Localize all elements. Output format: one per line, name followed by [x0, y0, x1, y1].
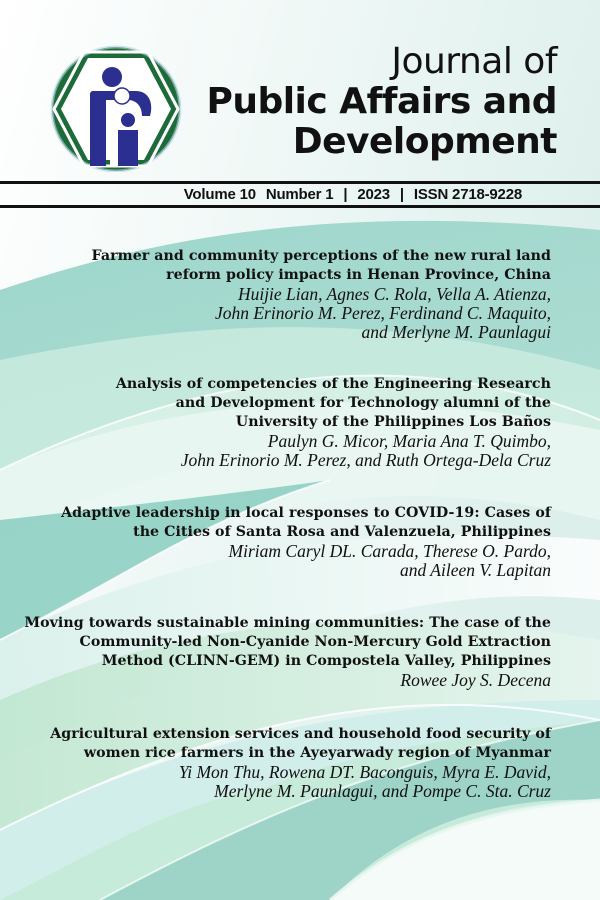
logo-adult-head	[102, 67, 122, 87]
article-entry[interactable]	[61, 504, 551, 580]
article-authors-line: Rowee Joy S. Decena	[400, 670, 551, 690]
issue-info	[184, 184, 522, 205]
article-title-line: and Development for Technology alumni of the	[175, 395, 551, 411]
article-authors-line: Yi Mon Thu, Rowena DT. Baconguis, Myra E. David,	[178, 762, 551, 782]
article-title-line: Agricultural extension services and household food security of	[50, 726, 551, 742]
number-label: Number 1	[265, 186, 334, 203]
article-title-line: Adaptive leadership in local responses to COVID-19: Cases of	[61, 505, 551, 521]
article-authors-line: Paulyn G. Micor, Maria Ana T. Quimbo,	[267, 431, 551, 451]
article-authors-line: Merlyne M. Paunlagui, and Pompe C. Sta. Cruz	[214, 781, 551, 801]
article-title-line: Method (CLINN-GEM) in Compostela Valley, Philippines	[101, 653, 551, 669]
article-authors-line: John Erinorio M. Perez, Ferdinand C. Maquito,	[214, 303, 551, 323]
article-title-line: reform policy impacts in Henan Province, China	[166, 267, 551, 283]
logo-child-body	[118, 130, 138, 166]
article-authors-line: and Merlyne M. Paunlagui	[361, 322, 551, 342]
article-title-line: Farmer and community perceptions of the new rural land	[91, 248, 551, 264]
journal-logo-icon	[50, 44, 186, 172]
volume-label: Volume 10	[183, 186, 256, 203]
separator: |	[399, 186, 404, 203]
bottom-rule	[0, 205, 600, 208]
article-title-line: Community-led Non-Cyanide Non-Mercury Gold Extraction	[79, 634, 551, 650]
separator: |	[343, 186, 348, 203]
article-title-line: the Cities of Santa Rosa and Valenzuela, Philippines	[133, 524, 551, 540]
year-label: 2023	[357, 186, 390, 203]
article-title-line: Moving towards sustainable mining communities: The case of the	[24, 615, 551, 631]
article-authors-line: and Aileen V. Lapitan	[399, 560, 551, 580]
article-title-line: women rice farmers in the Ayeyarwady region of Myanmar	[83, 745, 551, 761]
journal-title-line-2: Public Affairs and	[206, 81, 557, 122]
article-title-line: University of the Philippines Los Baños	[235, 414, 551, 430]
article-entry[interactable]	[50, 725, 551, 801]
article-entry[interactable]	[92, 247, 551, 342]
article-entry[interactable]	[24, 614, 551, 690]
journal-title-line-1: Journal of	[391, 41, 557, 82]
journal-title-line-3: Development	[292, 121, 557, 162]
issn-label: ISSN 2718-9228	[413, 186, 522, 203]
article-authors-line: Huijie Lian, Agnes C. Rola, Vella A. Atienza,	[237, 284, 551, 304]
article-entry[interactable]	[116, 375, 551, 470]
article-title-line: Analysis of competencies of the Engineering Research	[115, 376, 551, 392]
journal-title	[206, 42, 557, 162]
logo-child-head	[121, 113, 135, 127]
article-authors-line: Miriam Caryl DL. Carada, Therese O. Pardo,	[228, 541, 551, 561]
article-authors-line: John Erinorio M. Perez, and Ruth Ortega-Dela Cruz	[180, 450, 551, 470]
